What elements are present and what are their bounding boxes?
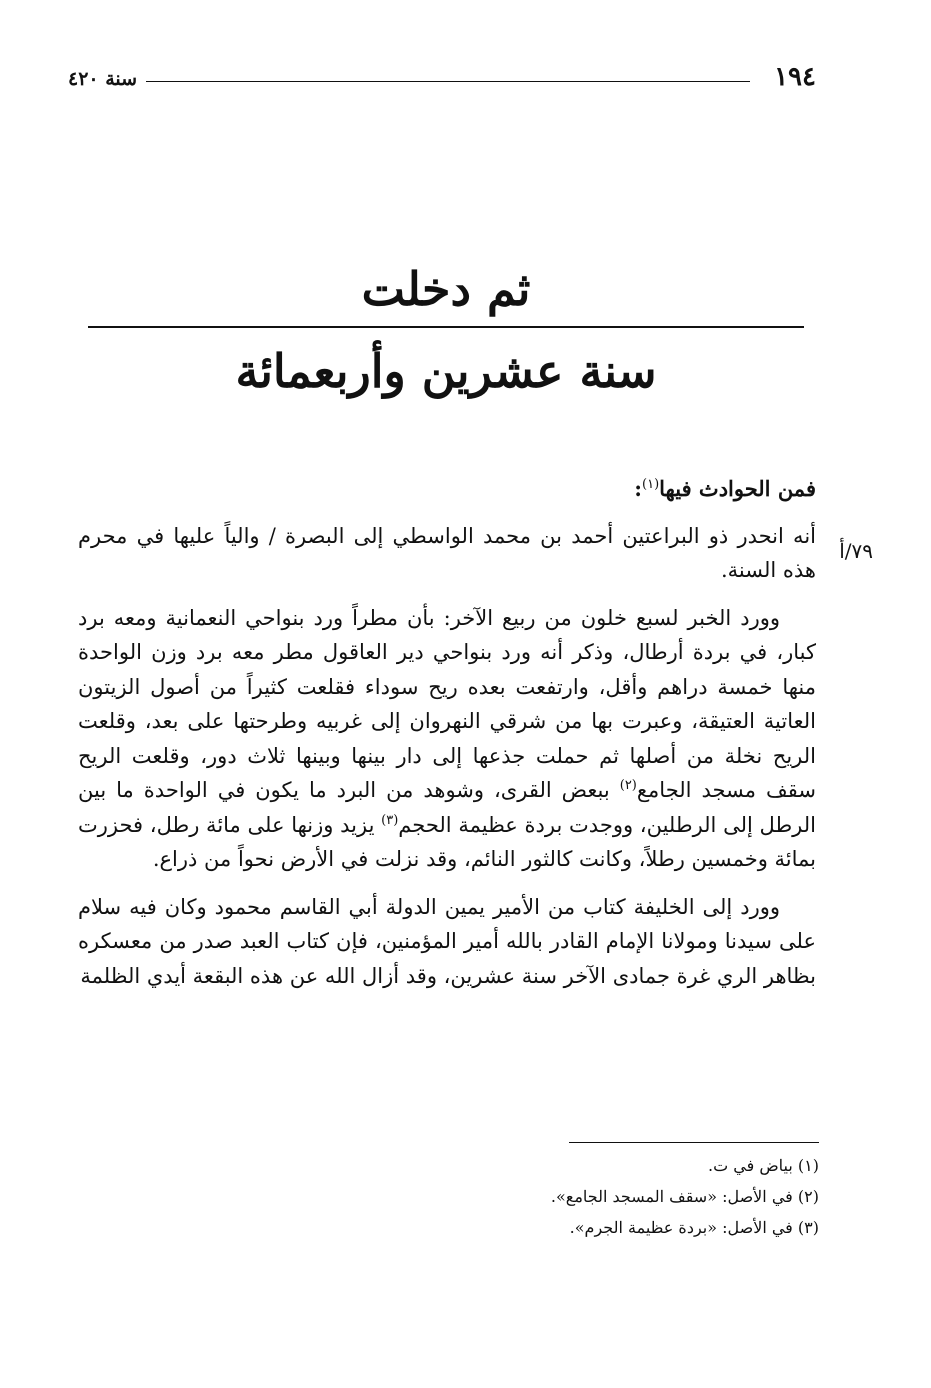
paragraph-1: أنه انحدر ذو البراعتين أحمد بن محمد الواسطي إلى البصرة / والياً عليها في محرم هذه السنة. — [78, 523, 816, 582]
paragraph-3: وورد إلى الخليفة كتاب من الأمير يمين الدولة أبي القاسم محمود وكان فيه سلام على سيدنا ومولانا الإمام القادر بالله أمير المؤمنين، فإن كتاب العبد صدر من معسكره بظاهر الري غرة جمادى الآخر سنة عشرين، وقد أزال الله عن هذه البقعة أيدي الظلمة — [78, 894, 816, 988]
manuscript-folio-reference: ٧٩/أ — [839, 539, 873, 563]
footnote-1: (١) بياض في ت. — [708, 1156, 819, 1175]
footnote-2: (٢) في الأصل: «سقف المسجد الجامع». — [550, 1187, 819, 1206]
footnote-separator — [569, 1142, 819, 1143]
header-rule — [146, 81, 750, 82]
paragraph-2 — [78, 601, 816, 877]
footnote-marker-1: (١) — [642, 477, 660, 492]
chapter-title-rule — [88, 326, 804, 328]
paragraph-2-part-b: ببعض القرى، وشوهد من البرد ما يكون في الواحدة ما بين الرطل إلى الرطلين، ووجدت بردة عظيمة الحجم — [78, 778, 816, 837]
section-intro-colon: : — [634, 476, 643, 501]
paragraph-2-part-a: وورد الخبر لسبع خلون من ربيع الآخر: بأن مطراً ورد بنواحي النعمانية ومعه برد كبار، في بردة أرطال، وذكر أنه ورد بنواحي دير العاقول مطر معه برد وزن الواحدة منها خمسة دراهم وأقل، وارتفعت بعده ريح سوداء فقلعت كثيراً من أصول الزيتون العاتية العتيقة، وعبرت بها من شرقي النهروان إلى غربيه وطرحتها على بعد، وقلعت الريح نخلة من أصلها ثم حملت جذعها إلى دار بينها وبينها ثلاث دور، وقلعت الريح سقف مسجد الجامع — [78, 605, 816, 802]
footnote-marker-3: (٣) — [381, 812, 399, 828]
section-intro — [78, 472, 816, 507]
footnote-3: (٣) في الأصل: «بردة عظيمة الجرم». — [569, 1218, 819, 1237]
running-header — [68, 62, 816, 94]
footnote-marker-2: (٢) — [619, 778, 637, 793]
running-year-label: سنة ٤٢٠ — [68, 68, 138, 90]
footnotes — [219, 1150, 819, 1243]
body-text — [78, 472, 816, 1006]
chapter-heading — [88, 258, 804, 402]
chapter-title-line-2: سنة عشرين وأربعمائة — [235, 344, 657, 398]
section-intro-text: فمن الحوادث فيها — [659, 476, 816, 501]
paragraph-2-part-c: يزيد وزنها على مائة رطل، فحزرت بمائة وخمسين رطلاً، وكانت كالثور النائم، وقد نزلت في الأرض نحواً من ذراع. — [78, 812, 816, 871]
chapter-title-line-1: ثم دخلت — [361, 262, 531, 316]
page-number: ١٩٤ — [774, 62, 816, 92]
